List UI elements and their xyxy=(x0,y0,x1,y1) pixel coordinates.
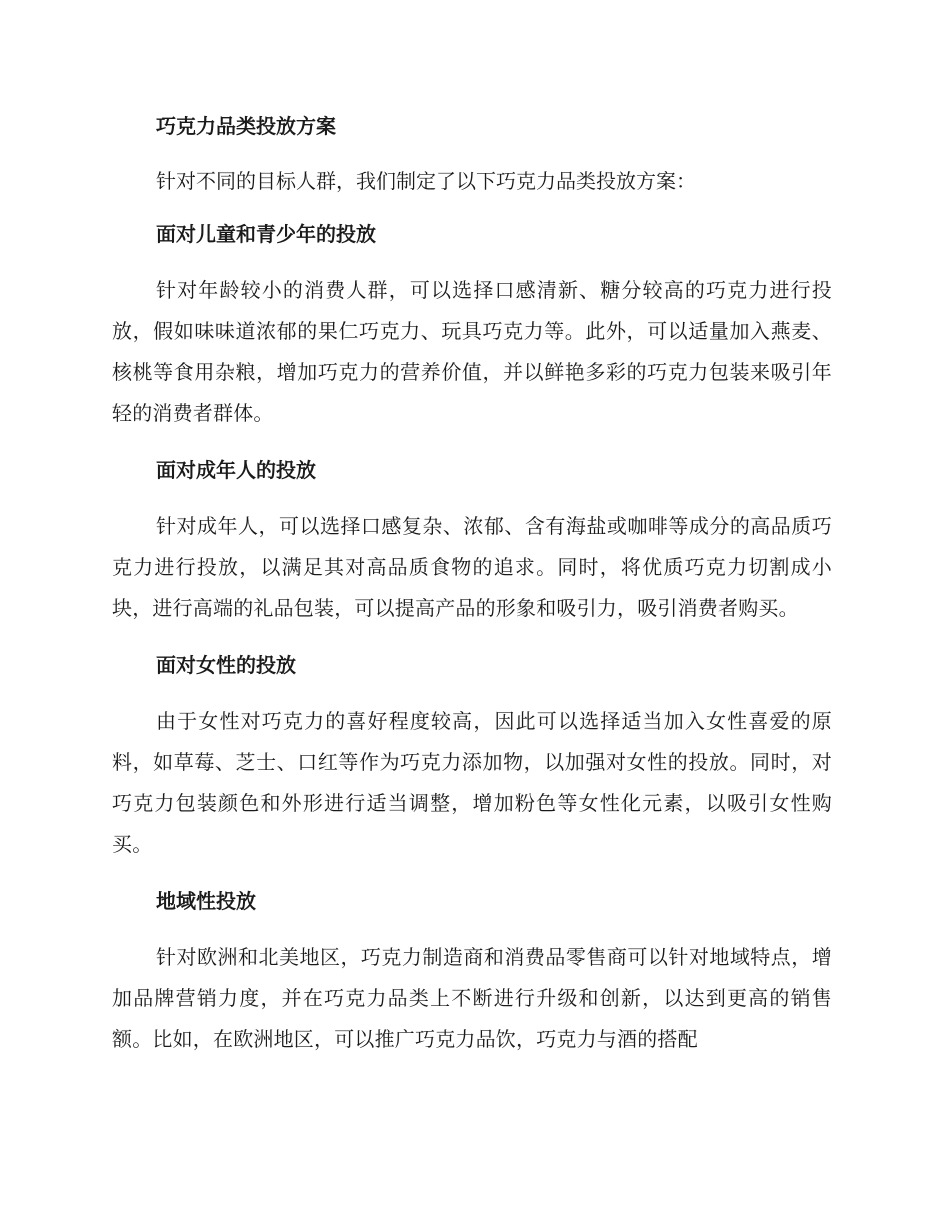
section-heading-regional: 地域性投放 xyxy=(156,889,256,913)
section-heading-women: 面对女性的投放 xyxy=(156,653,296,677)
section-heading-adults: 面对成年人的投放 xyxy=(156,458,316,482)
section-body-adults: 针对成年人，可以选择口感复杂、浓郁、含有海盐或咖啡等成分的高品质巧克力进行投放，以满足其对高品质食物的追求。同时，将优质巧克力切割成小块，进行高端的礼品包装，可以提高产品的形象和吸引力，吸引消费者购买。 xyxy=(112,514,832,620)
intro-paragraph: 针对不同的目标人群，我们制定了以下巧克力品类投放方案： xyxy=(156,169,696,193)
document-page xyxy=(112,108,832,1078)
section-body-children: 针对年龄较小的消费人群，可以选择口感清新、糖分较高的巧克力进行投放，假如味味道浓郁的果仁巧克力、玩具巧克力等。此外，可以适量加入燕麦、核桃等食用杂粮，增加巧克力的营养价值，并以鲜艳多彩的巧克力包装来吸引年轻的消费者群体。 xyxy=(112,278,832,425)
document-title: 巧克力品类投放方案 xyxy=(156,114,336,138)
section-body-regional: 针对欧洲和北美地区，巧克力制造商和消费品零售商可以针对地域特点，增加品牌营销力度，并在巧克力品类上不断进行升级和创新，以达到更高的销售额。比如，在欧洲地区，可以推广巧克力品饮，巧克力与酒的搭配 xyxy=(112,945,832,1051)
section-heading-children: 面对儿童和青少年的投放 xyxy=(156,222,376,246)
section-body-women: 由于女性对巧克力的喜好程度较高，因此可以选择适当加入女性喜爱的原料，如草莓、芝士、口红等作为巧克力添加物，以加强对女性的投放。同时，对巧克力包装颜色和外形进行适当调整，增加粉色等女性化元素，以吸引女性购买。 xyxy=(112,709,832,856)
